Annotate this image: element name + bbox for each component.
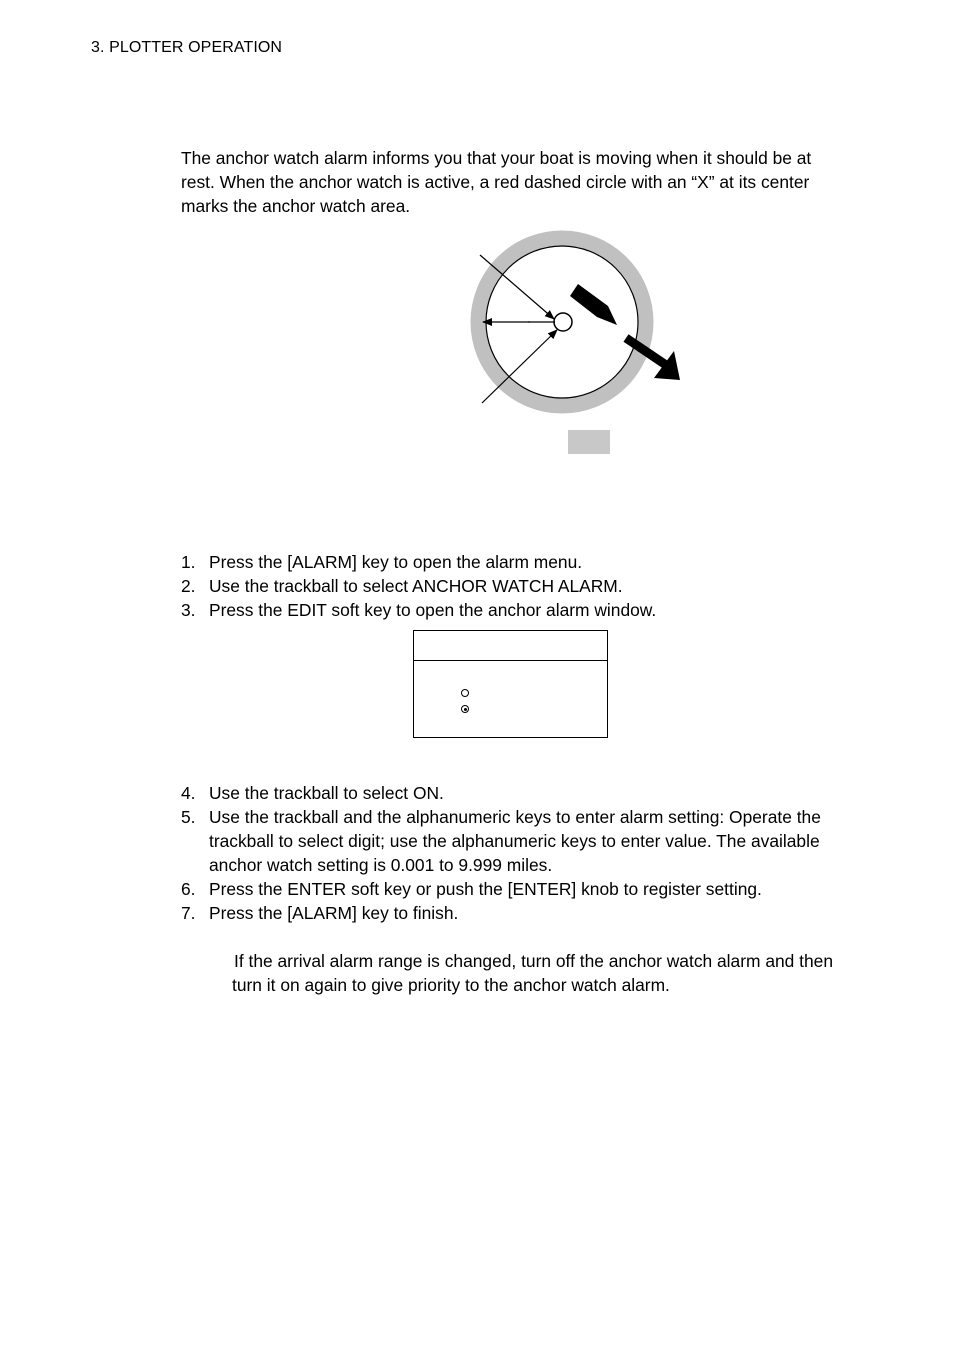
section-header: 3. PLOTTER OPERATION [91,39,283,56]
step-item: 6. Press the ENTER soft key or push the [ENTER] knob to register setting. [181,879,762,899]
steps-list-2 [181,781,841,925]
anchor-point [554,313,572,331]
anchor-alarm-window [413,630,608,738]
step-item: 3. Press the EDIT soft key to open the anchor alarm window. [181,600,657,620]
step-item: 1. Press the [ALARM] key to open the alarm menu. [181,552,583,572]
boat-icon [570,284,617,325]
step-item: 7. Press the [ALARM] key to finish. [181,903,459,923]
label-box [568,430,610,454]
step-item: 4. Use the trackball to select ON. [181,783,444,803]
step-item: 5. Use the trackball and the alphanumeric keys to enter alarm setting: Operate the trackball to select digit; use the alphanumeric keys to enter value. The available anchor watch setting is 0.001 to 9.999 miles. [181,807,821,875]
anchor-watch-diagram [440,220,700,465]
window-title-bar [414,631,607,661]
note-paragraph: If the arrival alarm range is changed, turn off the anchor watch alarm and then turn it on again to give priority to the anchor watch alarm. [232,951,834,995]
radio-option-off[interactable] [461,689,469,697]
radio-option-on[interactable] [461,705,469,713]
steps-list-1 [181,550,841,622]
step-item: 2. Use the trackball to select ANCHOR WATCH ALARM. [181,576,623,596]
intro-paragraph: The anchor watch alarm informs you that your boat is moving when it should be at rest. When the anchor watch is active, a red dashed circle with an “X” at its center marks the anchor watch area. [181,148,812,216]
